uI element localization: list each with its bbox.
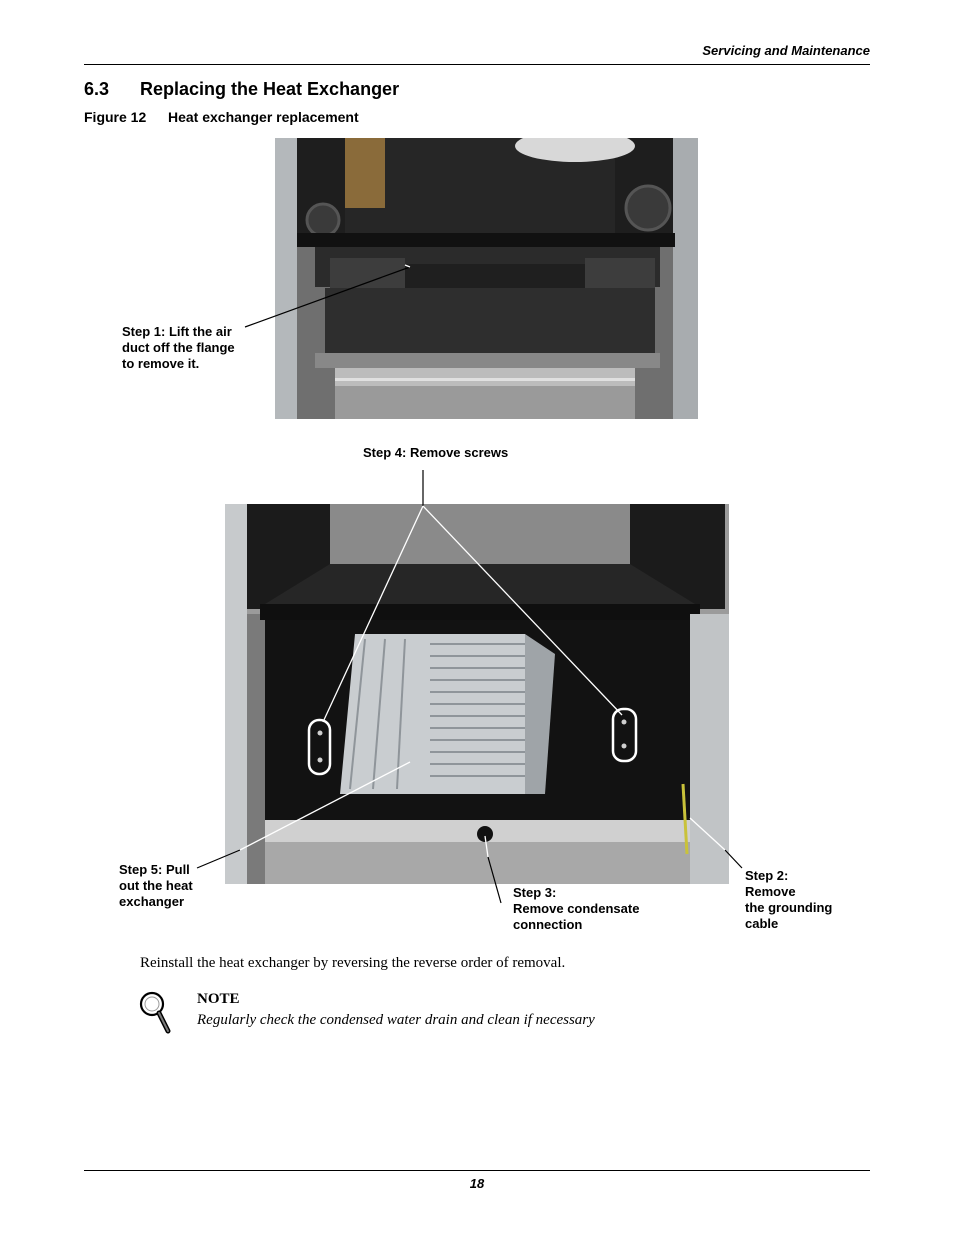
figure-caption bbox=[84, 109, 359, 125]
footer-rule bbox=[84, 1170, 870, 1171]
header-rule bbox=[84, 64, 870, 65]
heat-exchanger-photo-illustration bbox=[225, 504, 729, 884]
reinstall-paragraph: Reinstall the heat exchanger by reversing the reverse order of removal. bbox=[140, 955, 566, 971]
note-title: NOTE bbox=[197, 991, 240, 1007]
callout-step1: Step 1: Lift the air duct off the flange to remove it. bbox=[122, 324, 235, 371]
magnifier-icon bbox=[138, 990, 174, 1036]
callout-step3: Step 3: Remove condensate connection bbox=[513, 885, 640, 932]
section-title: Replacing the Heat Exchanger bbox=[140, 79, 400, 99]
heat-exchanger-photo bbox=[225, 504, 729, 884]
air-duct-photo bbox=[275, 138, 698, 419]
page-number: 18 bbox=[469, 1176, 485, 1191]
callout-step2: Step 2: Remove the grounding cable bbox=[745, 868, 833, 931]
callout-step5: Step 5: Pull out the heat exchanger bbox=[119, 862, 193, 909]
air-duct-photo-illustration bbox=[275, 138, 698, 419]
figure-title: Heat exchanger replacement bbox=[168, 109, 359, 125]
running-header: Servicing and Maintenance bbox=[702, 43, 870, 58]
figure-number: Figure 12 bbox=[84, 109, 147, 125]
note-text: Regularly check the condensed water drain and clean if necessary bbox=[197, 1012, 595, 1028]
section-number: 6.3 bbox=[84, 79, 110, 99]
callout-step4: Step 4: Remove screws bbox=[363, 445, 509, 460]
section-heading bbox=[84, 79, 399, 100]
